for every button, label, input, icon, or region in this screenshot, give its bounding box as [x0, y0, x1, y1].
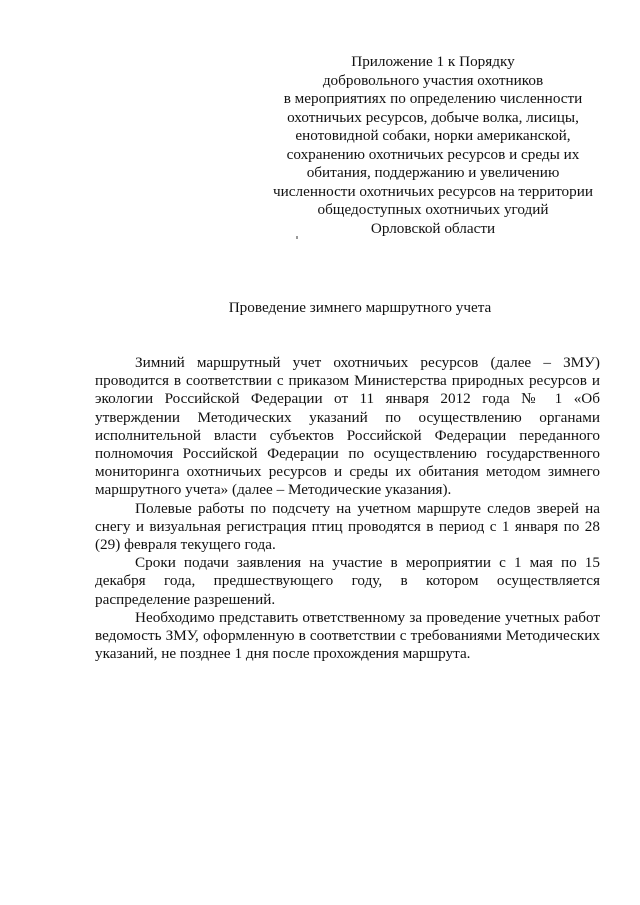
document-body: [95, 354, 600, 663]
appendix-header: [268, 53, 598, 238]
appendix-line: сохранению охотничьих ресурсов и среды их: [286, 145, 580, 163]
paragraph: Сроки подачи заявления на участие в мероприятии с 1 мая по 15 декабря года, предшествующего году, в котором осуществляется распределение разрешений.: [95, 554, 600, 608]
appendix-line: общедоступных охотничьих угодий: [317, 201, 549, 218]
paragraph: Зимний маршрутный учет охотничьих ресурсов (далее – ЗМУ) проводится в соответствии с приказом Министерства природных ресурсов и экологии Российской Федерации от 11 января 2012 года № 1 «Об утверждении Методических указаний по осуществлению органами исполнительной власти субъектов Российской Федерации переданного полномочия Российской Федерации по осуществлению государственного мониторинга охотничьих ресурсов и среды их обитания методом зимнего маршрутного учета» (далее – Методические указания).: [95, 354, 600, 499]
appendix-line: охотничьих ресурсов, добыче волка, лисицы,: [287, 108, 579, 126]
appendix-line: обитания, поддержанию и увеличению: [306, 164, 560, 181]
appendix-line: в мероприятиях по определению численности: [283, 90, 583, 107]
appendix-line: добровольного участия охотников: [322, 71, 544, 89]
document-title: Проведение зимнего маршрутного учета: [228, 299, 492, 316]
appendix-line: енотовидной собаки, норки американской,: [295, 127, 571, 144]
paragraph: Необходимо представить ответственному за проведение учетных работ ведомость ЗМУ, оформленную в соответствии с требованиями Методических указаний, не позднее 1 дня после прохождения маршрута.: [95, 608, 600, 663]
appendix-line: Приложение 1 к Порядку: [351, 53, 515, 70]
scan-artifact: [296, 236, 298, 239]
appendix-line: численности охотничьих ресурсов на территории: [273, 182, 593, 200]
paragraph: Полевые работы по подсчету на учетном маршруте следов зверей на снегу и визуальная регистрация птиц проводятся в период с 1 января по 28 (29) февраля текущего года.: [95, 499, 600, 554]
appendix-line: Орловской области: [370, 219, 496, 237]
